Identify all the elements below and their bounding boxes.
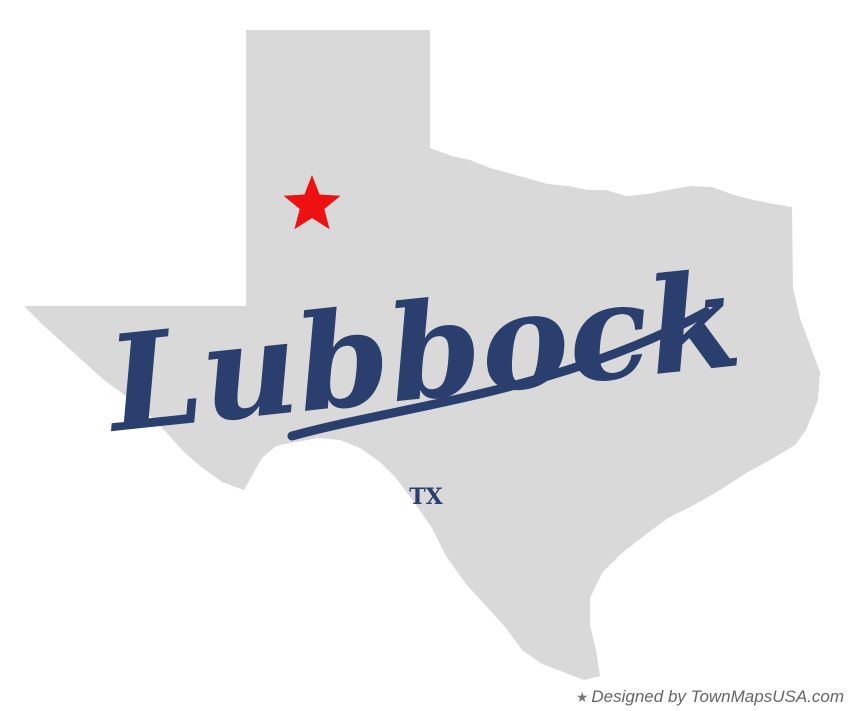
credit-text: Designed by TownMapsUSA.com <box>591 687 844 706</box>
credit-line <box>576 687 844 707</box>
state-abbreviation: TX <box>409 484 443 510</box>
star-icon: ★ <box>575 689 589 705</box>
city-name: Lubbock <box>101 242 748 463</box>
